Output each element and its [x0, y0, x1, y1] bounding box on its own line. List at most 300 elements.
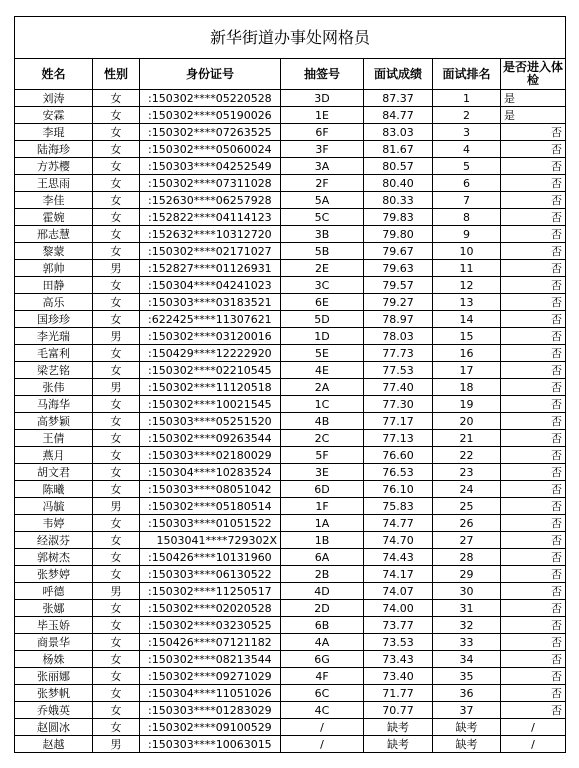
cell-name: 王思雨	[15, 175, 93, 192]
cell-id-number: :150303****06130522	[140, 566, 281, 583]
cell-draw-number: 3F	[281, 141, 364, 158]
cell-interview-rank: 37	[433, 702, 501, 719]
cell-draw-number: 5E	[281, 345, 364, 362]
table-row	[15, 243, 566, 260]
cell-interview-rank: 15	[433, 328, 501, 345]
cell-interview-rank: 24	[433, 481, 501, 498]
table-row	[15, 141, 566, 158]
table-row	[15, 192, 566, 209]
cell-id-number: :150303****01283029	[140, 702, 281, 719]
cell-interview-rank: 26	[433, 515, 501, 532]
cell-interview-rank: 12	[433, 277, 501, 294]
cell-interview-rank: 33	[433, 634, 501, 651]
cell-gender: 女	[93, 566, 140, 583]
cell-physical-exam: 否	[501, 226, 566, 243]
cell-physical-exam: 否	[501, 260, 566, 277]
cell-physical-exam: 否	[501, 702, 566, 719]
cell-interview-score: 83.03	[364, 124, 433, 141]
cell-gender: 女	[93, 464, 140, 481]
table-row	[15, 328, 566, 345]
cell-gender: 女	[93, 175, 140, 192]
cell-id-number: :152822****04114123	[140, 209, 281, 226]
cell-physical-exam: 否	[501, 243, 566, 260]
cell-interview-score: 缺考	[364, 719, 433, 736]
cell-id-number: :150302****05060024	[140, 141, 281, 158]
cell-gender: 男	[93, 260, 140, 277]
table-row	[15, 107, 566, 124]
table-row	[15, 549, 566, 566]
cell-physical-exam: 否	[501, 617, 566, 634]
cell-physical-exam: 否	[501, 209, 566, 226]
table-row	[15, 532, 566, 549]
cell-interview-rank: 17	[433, 362, 501, 379]
table-row	[15, 277, 566, 294]
header-interview-score: 面试成绩	[364, 59, 433, 90]
cell-id-number: :150302****11250517	[140, 583, 281, 600]
cell-interview-score: 73.40	[364, 668, 433, 685]
table-row	[15, 668, 566, 685]
cell-id-number: :150302****09100529	[140, 719, 281, 736]
cell-name: 高乐	[15, 294, 93, 311]
cell-name: 商景华	[15, 634, 93, 651]
cell-physical-exam: 否	[501, 532, 566, 549]
cell-name: 马海华	[15, 396, 93, 413]
table-row	[15, 702, 566, 719]
cell-draw-number: 1B	[281, 532, 364, 549]
cell-interview-rank: 10	[433, 243, 501, 260]
table-row	[15, 311, 566, 328]
table-row	[15, 515, 566, 532]
cell-interview-score: 75.83	[364, 498, 433, 515]
cell-interview-rank: 29	[433, 566, 501, 583]
cell-id-number: :150426****10131960	[140, 549, 281, 566]
cell-gender: 女	[93, 634, 140, 651]
table-row	[15, 736, 566, 753]
cell-gender: 女	[93, 413, 140, 430]
cell-gender: 女	[93, 685, 140, 702]
cell-draw-number: 2D	[281, 600, 364, 617]
cell-interview-score: 76.53	[364, 464, 433, 481]
cell-gender: 女	[93, 481, 140, 498]
cell-draw-number: /	[281, 736, 364, 753]
cell-interview-rank: 6	[433, 175, 501, 192]
cell-physical-exam: 否	[501, 345, 566, 362]
cell-interview-rank: 14	[433, 311, 501, 328]
cell-id-number: :150303****01051522	[140, 515, 281, 532]
cell-gender: 女	[93, 651, 140, 668]
cell-interview-score: 77.73	[364, 345, 433, 362]
cell-id-number: :150302****07263525	[140, 124, 281, 141]
cell-physical-exam: 否	[501, 362, 566, 379]
cell-draw-number: 2B	[281, 566, 364, 583]
cell-interview-score: 78.03	[364, 328, 433, 345]
cell-interview-score: 87.37	[364, 90, 433, 107]
cell-id-number: :150303****10063015	[140, 736, 281, 753]
cell-interview-rank: 21	[433, 430, 501, 447]
cell-physical-exam: 否	[501, 515, 566, 532]
cell-interview-score: 71.77	[364, 685, 433, 702]
cell-gender: 女	[93, 107, 140, 124]
cell-physical-exam: 否	[501, 430, 566, 447]
cell-physical-exam: 否	[501, 413, 566, 430]
table-row	[15, 209, 566, 226]
cell-interview-rank: 16	[433, 345, 501, 362]
cell-draw-number: 1D	[281, 328, 364, 345]
cell-name: 梁艺铭	[15, 362, 93, 379]
cell-draw-number: 1A	[281, 515, 364, 532]
cell-interview-score: 缺考	[364, 736, 433, 753]
cell-gender: 女	[93, 345, 140, 362]
table-row	[15, 719, 566, 736]
cell-interview-score: 78.97	[364, 311, 433, 328]
cell-physical-exam: 否	[501, 294, 566, 311]
roster-body	[15, 90, 566, 753]
cell-interview-score: 74.70	[364, 532, 433, 549]
cell-physical-exam: 否	[501, 549, 566, 566]
cell-interview-rank: 4	[433, 141, 501, 158]
cell-draw-number: 1E	[281, 107, 364, 124]
table-row	[15, 345, 566, 362]
cell-id-number: :150302****08213544	[140, 651, 281, 668]
cell-id-number: :150302****09271029	[140, 668, 281, 685]
title-row	[15, 17, 566, 59]
cell-id-number: :150304****11051026	[140, 685, 281, 702]
cell-physical-exam: /	[501, 719, 566, 736]
cell-name: 赵圆冰	[15, 719, 93, 736]
cell-name: 张梦婷	[15, 566, 93, 583]
cell-physical-exam: /	[501, 736, 566, 753]
cell-name: 国珍珍	[15, 311, 93, 328]
cell-name: 刘涛	[15, 90, 93, 107]
cell-physical-exam: 否	[501, 328, 566, 345]
table-row	[15, 447, 566, 464]
header-name: 姓名	[15, 59, 93, 90]
cell-name: 张丽娜	[15, 668, 93, 685]
cell-name: 郭树杰	[15, 549, 93, 566]
cell-gender: 女	[93, 702, 140, 719]
cell-physical-exam: 否	[501, 464, 566, 481]
cell-interview-rank: 8	[433, 209, 501, 226]
cell-draw-number: 3C	[281, 277, 364, 294]
table-row	[15, 413, 566, 430]
table-row	[15, 158, 566, 175]
cell-interview-score: 76.60	[364, 447, 433, 464]
cell-id-number: :150303****08051042	[140, 481, 281, 498]
cell-interview-rank: 3	[433, 124, 501, 141]
cell-physical-exam: 否	[501, 396, 566, 413]
cell-draw-number: 6E	[281, 294, 364, 311]
cell-physical-exam: 是	[501, 107, 566, 124]
cell-name: 王倩	[15, 430, 93, 447]
cell-interview-rank: 缺考	[433, 719, 501, 736]
table-row	[15, 651, 566, 668]
cell-id-number: :150429****12222920	[140, 345, 281, 362]
cell-physical-exam: 否	[501, 685, 566, 702]
cell-physical-exam: 否	[501, 379, 566, 396]
table-row	[15, 600, 566, 617]
cell-gender: 女	[93, 430, 140, 447]
cell-interview-rank: 30	[433, 583, 501, 600]
cell-id-number: :150302****02171027	[140, 243, 281, 260]
cell-name: 田静	[15, 277, 93, 294]
cell-interview-rank: 5	[433, 158, 501, 175]
cell-physical-exam: 否	[501, 668, 566, 685]
header-interview-rank: 面试排名	[433, 59, 501, 90]
cell-interview-rank: 2	[433, 107, 501, 124]
roster-table	[14, 16, 566, 753]
cell-draw-number: 3D	[281, 90, 364, 107]
cell-physical-exam: 否	[501, 583, 566, 600]
cell-name: 乔娥英	[15, 702, 93, 719]
header-row	[15, 59, 566, 90]
header-draw-number: 抽签号	[281, 59, 364, 90]
cell-draw-number: 2F	[281, 175, 364, 192]
cell-interview-score: 81.67	[364, 141, 433, 158]
cell-physical-exam: 是	[501, 90, 566, 107]
cell-draw-number: 6G	[281, 651, 364, 668]
cell-physical-exam: 否	[501, 447, 566, 464]
cell-interview-rank: 36	[433, 685, 501, 702]
cell-id-number: :150302****03120016	[140, 328, 281, 345]
cell-draw-number: 6F	[281, 124, 364, 141]
cell-interview-score: 77.30	[364, 396, 433, 413]
cell-name: 经淑芬	[15, 532, 93, 549]
cell-gender: 女	[93, 209, 140, 226]
cell-gender: 男	[93, 583, 140, 600]
cell-name: 燕月	[15, 447, 93, 464]
table-row	[15, 294, 566, 311]
cell-gender: 女	[93, 90, 140, 107]
cell-physical-exam: 否	[501, 158, 566, 175]
cell-interview-score: 84.77	[364, 107, 433, 124]
cell-gender: 女	[93, 447, 140, 464]
cell-id-number: :150302****11120518	[140, 379, 281, 396]
cell-interview-score: 76.10	[364, 481, 433, 498]
cell-physical-exam: 否	[501, 566, 566, 583]
cell-draw-number: 5C	[281, 209, 364, 226]
table-row	[15, 583, 566, 600]
cell-gender: 女	[93, 141, 140, 158]
cell-name: 高梦颖	[15, 413, 93, 430]
cell-name: 郭帅	[15, 260, 93, 277]
cell-interview-score: 80.40	[364, 175, 433, 192]
cell-id-number: :150303****04252549	[140, 158, 281, 175]
cell-id-number: :150426****07121182	[140, 634, 281, 651]
cell-physical-exam: 否	[501, 175, 566, 192]
cell-draw-number: 2C	[281, 430, 364, 447]
cell-gender: 女	[93, 617, 140, 634]
cell-name: 方苏樱	[15, 158, 93, 175]
cell-draw-number: 4C	[281, 702, 364, 719]
cell-draw-number: 6C	[281, 685, 364, 702]
cell-interview-score: 74.07	[364, 583, 433, 600]
cell-gender: 女	[93, 192, 140, 209]
cell-id-number: :152632****10312720	[140, 226, 281, 243]
cell-interview-score: 73.53	[364, 634, 433, 651]
cell-gender: 男	[93, 498, 140, 515]
cell-interview-score: 80.57	[364, 158, 433, 175]
cell-name: 赵越	[15, 736, 93, 753]
cell-gender: 女	[93, 311, 140, 328]
cell-draw-number: 3A	[281, 158, 364, 175]
header-gender: 性别	[93, 59, 140, 90]
table-row	[15, 362, 566, 379]
cell-gender: 女	[93, 124, 140, 141]
cell-name: 冯毓	[15, 498, 93, 515]
cell-interview-score: 73.77	[364, 617, 433, 634]
table-row	[15, 464, 566, 481]
cell-interview-rank: 22	[433, 447, 501, 464]
cell-gender: 女	[93, 362, 140, 379]
cell-id-number: :152827****01126931	[140, 260, 281, 277]
cell-interview-score: 80.33	[364, 192, 433, 209]
cell-interview-score: 77.17	[364, 413, 433, 430]
cell-name: 韦婷	[15, 515, 93, 532]
cell-physical-exam: 否	[501, 600, 566, 617]
cell-draw-number: 4E	[281, 362, 364, 379]
cell-interview-rank: 27	[433, 532, 501, 549]
cell-name: 胡文君	[15, 464, 93, 481]
header-physical-exam: 是否进入体检	[501, 59, 566, 90]
cell-draw-number: 5F	[281, 447, 364, 464]
cell-name: 黎蒙	[15, 243, 93, 260]
cell-id-number: :150302****09263544	[140, 430, 281, 447]
header-id-number: 身份证号	[140, 59, 281, 90]
table-row	[15, 90, 566, 107]
cell-name: 杨姝	[15, 651, 93, 668]
cell-name: 张伟	[15, 379, 93, 396]
cell-interview-score: 79.67	[364, 243, 433, 260]
cell-interview-score: 74.17	[364, 566, 433, 583]
cell-interview-score: 77.40	[364, 379, 433, 396]
cell-name: 张梦帆	[15, 685, 93, 702]
cell-interview-rank: 20	[433, 413, 501, 430]
cell-interview-score: 77.13	[364, 430, 433, 447]
cell-physical-exam: 否	[501, 277, 566, 294]
cell-interview-rank: 9	[433, 226, 501, 243]
cell-physical-exam: 否	[501, 498, 566, 515]
cell-draw-number: 5D	[281, 311, 364, 328]
cell-interview-rank: 1	[433, 90, 501, 107]
cell-name: 毛富利	[15, 345, 93, 362]
cell-gender: 女	[93, 243, 140, 260]
cell-id-number: :150302****05180514	[140, 498, 281, 515]
cell-draw-number: 4F	[281, 668, 364, 685]
cell-gender: 女	[93, 294, 140, 311]
table-row	[15, 379, 566, 396]
table-row	[15, 566, 566, 583]
cell-name: 陈曦	[15, 481, 93, 498]
table-row	[15, 617, 566, 634]
cell-gender: 女	[93, 719, 140, 736]
cell-interview-rank: 35	[433, 668, 501, 685]
table-row	[15, 498, 566, 515]
cell-draw-number: 5B	[281, 243, 364, 260]
cell-name: 毕玉娇	[15, 617, 93, 634]
cell-id-number: :150302****07311028	[140, 175, 281, 192]
table-row	[15, 175, 566, 192]
cell-id-number: :150303****03183521	[140, 294, 281, 311]
roster-sheet	[14, 16, 565, 753]
cell-id-number: :150302****02210545	[140, 362, 281, 379]
table-row	[15, 124, 566, 141]
cell-interview-score: 70.77	[364, 702, 433, 719]
cell-draw-number: 1C	[281, 396, 364, 413]
cell-name: 呼德	[15, 583, 93, 600]
cell-id-number: 1503041****729302X	[140, 532, 281, 549]
cell-name: 霍婉	[15, 209, 93, 226]
cell-gender: 男	[93, 379, 140, 396]
cell-interview-rank: 19	[433, 396, 501, 413]
cell-interview-rank: 25	[433, 498, 501, 515]
cell-gender: 男	[93, 328, 140, 345]
cell-interview-score: 79.63	[364, 260, 433, 277]
cell-name: 陆海珍	[15, 141, 93, 158]
cell-interview-rank: 13	[433, 294, 501, 311]
cell-id-number: :152630****06257928	[140, 192, 281, 209]
cell-interview-rank: 18	[433, 379, 501, 396]
cell-interview-rank: 28	[433, 549, 501, 566]
cell-physical-exam: 否	[501, 124, 566, 141]
cell-gender: 女	[93, 600, 140, 617]
cell-draw-number: 4B	[281, 413, 364, 430]
table-row	[15, 396, 566, 413]
cell-draw-number: 4D	[281, 583, 364, 600]
cell-interview-rank: 23	[433, 464, 501, 481]
cell-gender: 女	[93, 396, 140, 413]
cell-interview-score: 73.43	[364, 651, 433, 668]
cell-name: 张娜	[15, 600, 93, 617]
cell-physical-exam: 否	[501, 651, 566, 668]
cell-gender: 男	[93, 736, 140, 753]
cell-draw-number: 1F	[281, 498, 364, 515]
cell-interview-rank: 32	[433, 617, 501, 634]
cell-draw-number: 5A	[281, 192, 364, 209]
cell-name: 李光瑞	[15, 328, 93, 345]
cell-draw-number: 4A	[281, 634, 364, 651]
cell-id-number: :150304****10283524	[140, 464, 281, 481]
cell-gender: 女	[93, 277, 140, 294]
cell-draw-number: 6D	[281, 481, 364, 498]
cell-interview-rank: 31	[433, 600, 501, 617]
table-row	[15, 634, 566, 651]
cell-interview-rank: 11	[433, 260, 501, 277]
cell-draw-number: /	[281, 719, 364, 736]
cell-id-number: :150302****03230525	[140, 617, 281, 634]
table-row	[15, 226, 566, 243]
table-row	[15, 430, 566, 447]
cell-name: 李佳	[15, 192, 93, 209]
cell-draw-number: 2E	[281, 260, 364, 277]
cell-interview-rank: 缺考	[433, 736, 501, 753]
cell-gender: 女	[93, 158, 140, 175]
cell-draw-number: 2A	[281, 379, 364, 396]
cell-draw-number: 3B	[281, 226, 364, 243]
table-row	[15, 260, 566, 277]
cell-physical-exam: 否	[501, 481, 566, 498]
cell-interview-rank: 34	[433, 651, 501, 668]
cell-physical-exam: 否	[501, 192, 566, 209]
cell-interview-score: 77.53	[364, 362, 433, 379]
cell-gender: 女	[93, 549, 140, 566]
cell-name: 安霖	[15, 107, 93, 124]
cell-gender: 女	[93, 668, 140, 685]
cell-physical-exam: 否	[501, 634, 566, 651]
cell-interview-score: 74.00	[364, 600, 433, 617]
cell-interview-score: 79.57	[364, 277, 433, 294]
cell-name: 邢志慧	[15, 226, 93, 243]
sheet-title: 新华街道办事处网格员	[15, 17, 566, 59]
